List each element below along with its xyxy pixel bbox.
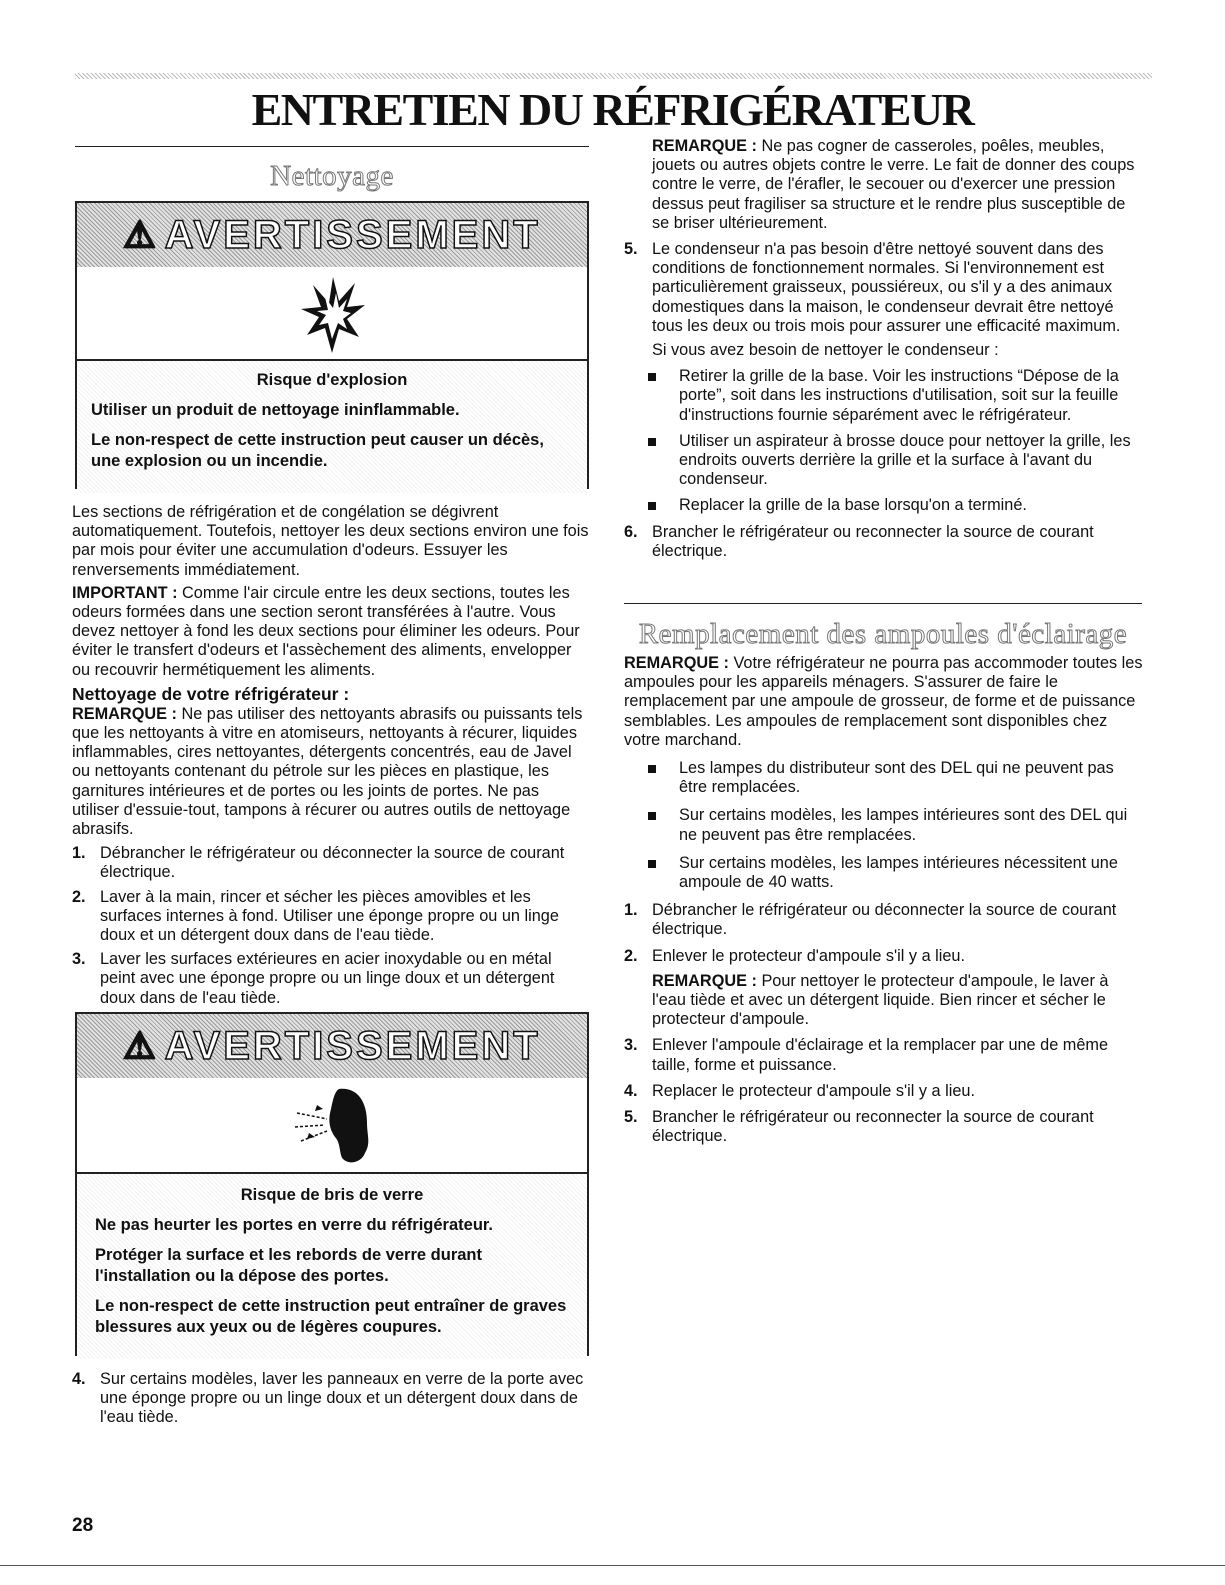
important-label: IMPORTANT : (72, 583, 178, 602)
bullet-square-icon (648, 502, 656, 510)
warning-line: Le non-respect de cette instruction peut entraîner de graves blessures aux yeux ou de légères coupures. (95, 1297, 567, 1336)
warning-line: Protéger la surface et les rebords de verre durant l'installation ou la dépose des portes. (95, 1246, 482, 1285)
step-number: 6. (624, 522, 638, 541)
remarque-label: REMARQUE : (652, 137, 757, 155)
step-text: Laver à la main, rincer et sécher les pièces amovibles et les surfaces internes à fond. Utiliser une éponge propre ou un linge doux et un détergent doux dans de l'eau tiède. (100, 887, 559, 945)
paragraph-important (72, 584, 590, 680)
step-number: 3. (72, 950, 86, 969)
bullet-text: Utiliser un aspirateur à brosse douce pour nettoyer la grille, les endroits ouverts derrière la grille et la surface à l'avant du condenseur. (679, 431, 1131, 489)
bullet-text: Sur certains modèles, les lampes intérieures sont des DEL qui ne peuvent pas être remplacées. (679, 806, 1128, 844)
warning-risk: Risque de bris de verre (240, 1186, 424, 1204)
remarque-label: REMARQUE : (624, 654, 729, 672)
section-title-ampoules: Remplacement des ampoules d'éclairage (638, 618, 1128, 650)
section-rule (624, 603, 1142, 604)
step-number: 5. (624, 1108, 638, 1127)
step-text: Brancher le réfrigérateur ou reconnecter la source de courant électrique. (652, 522, 1094, 560)
step-text: Replacer le protecteur d'ampoule s'il y a lieu. (652, 1081, 975, 1100)
list-item (624, 1036, 1144, 1074)
list-item (72, 1370, 590, 1428)
bullet-item (624, 806, 1144, 844)
bullet-square-icon (648, 438, 656, 446)
paragraph-remarque (624, 137, 1144, 233)
section-rule (75, 146, 589, 147)
bullet-text: Replacer la grille de la base lorsqu'on a terminé. (679, 496, 1027, 515)
section-title-nettoyage: Nettoyage (270, 160, 394, 192)
paragraph: Les sections de réfrigération et de congélation se dégivrent automatiquement. Toutefois, nettoyer les deux sections environ une fois par mois pour éviter une accumulation d'odeurs. Essuyer les renversements immédiatement. (72, 503, 589, 579)
page-title: ENTRETIEN DU RÉFRIGÉRATEUR (251, 84, 974, 135)
warning-triangle-icon: ⚠ (123, 214, 159, 255)
warning-line: Utiliser un produit de nettoyage ininflammable. (91, 401, 460, 419)
step-text: Le condenseur n'a pas besoin d'être nettoyé souvent dans des conditions de fonctionnement normales. Si l'environnement est particulièrement graisseux, poussiéreux, ou s'il y a des animaux domestiques dans la maison, le condenseur devrait être nettoyé tous les deux ou trois mois pour assurer une efficacité maximum. (652, 240, 1121, 335)
warning-triangle-icon: ⚠ (123, 1025, 159, 1066)
explosion-icon (77, 267, 587, 361)
list-item (624, 1082, 1144, 1101)
list-item (624, 523, 1144, 561)
remarque-text: Pour nettoyer le protecteur d'ampoule, le laver à l'eau tiède et avec un détergent liquide. Bien rincer et sécher le protecteur d'ampoule. (652, 971, 1109, 1029)
step-text: Sur certains modèles, laver les panneaux en verre de la porte avec une éponge propre ou un linge doux et un détergent doux dans de l'eau tiède. (100, 1370, 584, 1427)
paragraph-remarque (72, 705, 590, 839)
list-item (72, 844, 590, 882)
bullet-square-icon (648, 812, 656, 820)
step-number: 5. (624, 240, 638, 259)
warning-header (77, 1014, 587, 1078)
bullet-square-icon (648, 860, 656, 868)
remarque-text: Ne pas utiliser des nettoyants abrasifs ou puissants tels que les nettoyants à vitre en atomiseurs, nettoyants à récurer, liquides inflammables, cires nettoyantes, détergents concentrés, eau de Javel ou nettoyants contenant du pétrole sur les pièces en plastique, les garnitures intérieures et de portes ou les joints de portes. Ne pas utiliser d'essuie-tout, tampons à récurer ou autres outils de nettoyage abrasifs. (72, 704, 583, 839)
step-number: 1. (624, 901, 638, 920)
bullet-item (624, 759, 1144, 797)
bottom-rule (0, 1565, 1225, 1566)
bullet-text: Sur certains modèles, les lampes intérieures nécessitent une ampoule de 40 watts. (679, 853, 1118, 892)
warning-header-label: AVERTISSEMENT (164, 212, 541, 257)
subheading: Nettoyage de votre réfrigérateur : (72, 683, 350, 704)
bullet-square-icon (648, 765, 656, 773)
step-number: 3. (624, 1036, 638, 1055)
step-text: Enlever l'ampoule d'éclairage et la remplacer par une de même taille, forme et puissance. (652, 1036, 1109, 1074)
warning-risk: Risque d'explosion (256, 371, 408, 389)
bullet-item (624, 854, 1144, 892)
list-item (624, 240, 1144, 336)
bullet-item (624, 496, 1144, 515)
remarque-text: Votre réfrigérateur ne pourra pas accommoder toutes les ampoules pour les appareils ménagers. S'assurer de faire le remplacement par une ampoule de grosseur, de forme et de puissance semblables. Les ampoules de remplacement sont disponibles chez votre marchand. (624, 654, 1143, 749)
list-item (624, 901, 1144, 939)
step-number: 4. (624, 1081, 638, 1100)
list-item (624, 1108, 1144, 1146)
remarque-label: REMARQUE : (652, 971, 757, 990)
step-text: Débrancher le réfrigérateur ou déconnecter la source de courant électrique. (652, 901, 1117, 939)
warning-line: Le non-respect de cette instruction peut causer un décès, une explosion ou un incendie. (91, 431, 544, 470)
bullet-item (624, 367, 1144, 425)
warning-box-glass (75, 1012, 589, 1356)
top-decorative-rule (75, 73, 1152, 79)
step-text: Enlever le protecteur d'ampoule s'il y a lieu. (652, 946, 966, 965)
bullet-square-icon (648, 373, 656, 381)
flying-glass-eye-icon (77, 1078, 587, 1174)
warning-box-explosion (75, 201, 589, 489)
warning-line: Ne pas heurter les portes en verre du réfrigérateur. (95, 1216, 493, 1234)
page-number: 28 (72, 1515, 94, 1536)
step-number: 4. (72, 1370, 86, 1388)
remarque-label: REMARQUE : (72, 704, 177, 723)
warning-header-label: AVERTISSEMENT (164, 1023, 541, 1068)
paragraph-remarque (624, 654, 1144, 750)
step-text: Laver les surfaces extérieures en acier inoxydable ou en métal peint avec une éponge propre ou un linge doux et un détergent doux dans de l'eau tiède. (100, 950, 555, 1007)
bullet-text: Retirer la grille de la base. Voir les instructions “Dépose de la porte”, soit dans les instructions d'utilisation, soit sur la feuille d'instructions fournie séparément avec le réfrigérateur. (679, 367, 1119, 424)
step-number: 2. (72, 887, 86, 906)
list-item (72, 888, 590, 946)
important-text: Comme l'air circule entre les deux sections, toutes les odeurs formées dans une section seront transférées à l'autre. Vous devez nettoyer à fond les deux sections pour éliminer les odeurs. Pour éviter le transfert d'odeurs et l'assèchement des aliments, envelopper ou recouvrir hermétiquement les aliments. (72, 583, 580, 679)
bullet-text: Les lampes du distributeur sont des DEL qui ne peuvent pas être remplacées. (679, 759, 1114, 797)
remarque-text: Ne pas cogner de casseroles, poêles, meubles, jouets ou autres objets contre le verre. Le fait de donner des coups contre le verre, de l'érafler, le secouer ou d'exercer une pression dessus peut fragiliser sa structure et le rendre plus susceptible de se briser ultérieurement. (652, 137, 1135, 232)
step-text: Débrancher le réfrigérateur ou déconnecter la source de courant électrique. (100, 844, 565, 882)
bullet-item (624, 432, 1144, 490)
step-number: 1. (72, 844, 86, 863)
warning-header (77, 203, 587, 267)
step-text: Brancher le réfrigérateur ou reconnecter la source de courant électrique. (652, 1108, 1094, 1146)
list-item (72, 950, 590, 1008)
step-number: 2. (624, 946, 638, 965)
paragraph-remarque (624, 972, 1144, 1030)
paragraph: Si vous avez besoin de nettoyer le condenseur : (652, 341, 999, 360)
list-item (624, 947, 1144, 966)
